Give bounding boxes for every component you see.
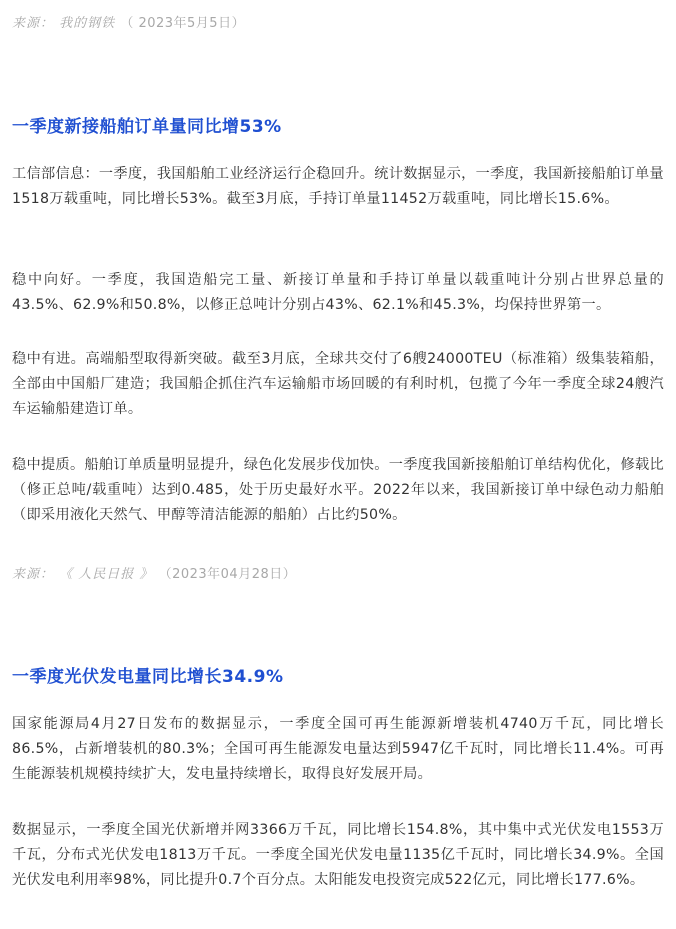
paragraph: 数据显示，一季度全国光伏新增并网3366万千瓦，同比增长154.8%，其中集中式光伏发电1553万千瓦，分布式光伏发电1813万千瓦。一季度全国光伏发电量1135亿千瓦时，同比增长34.9%。全国光伏发电利用率98%，同比提升0.7个百分点。太阳能发电投资完成522亿元，同比增长177.6%。 — [12, 822, 664, 888]
source-label: 来源： — [12, 567, 55, 582]
article-heading-2: 一季度光伏发电量同比增长34.9% — [12, 667, 284, 687]
source-line-1 — [12, 12, 245, 31]
paragraph: 稳中提质。船舶订单质量明显提升，绿色化发展步伐加快。一季度我国新接船舶订单结构优化，修载比（修正总吨/载重吨）达到0.485，处于历史最好水平。2022年以来，我国新接订单中绿色动力船舶（即采用液化天然气、甲醇等清洁能源的船舶）占比约50%。 — [12, 457, 664, 523]
paragraph: 国家能源局4月27日发布的数据显示，一季度全国可再生能源新增装机4740万千瓦，同比增长86.5%，占新增装机的80.3%；全国可再生能源发电量达到5947亿千瓦时，同比增长11.4%。可再生能源装机规模持续扩大，发电量持续增长，取得良好发展开局。 — [12, 716, 664, 782]
paragraph: 稳中有进。高端船型取得新突破。截至3月底，全球共交付了6艘24000TEU（标准箱）级集装箱船，全部由中国船厂建造；我国船企抓住汽车运输船市场回暖的有利时机，包揽了今年一季度全球24艘汽车运输船建造订单。 — [12, 351, 664, 417]
paragraph: 稳中向好。一季度，我国造船完工量、新接订单量和手持订单量以载重吨计分别占世界总量的43.5%、62.9%和50.8%，以修正总吨计分别占43%、62.1%和45.3%，均保持世界第一。 — [12, 272, 664, 313]
paragraph: 工信部信息：一季度，我国船舶工业经济运行企稳回升。统计数据显示，一季度，我国新接船舶订单量1518万载重吨，同比增长53%。截至3月底，手持订单量11452万载重吨，同比增长15.6%。 — [12, 166, 664, 207]
source-date: （ 2023年5月5日） — [120, 16, 246, 31]
source-name: 我的钢铁 — [59, 16, 116, 31]
article-heading-1: 一季度新接船舶订单量同比增53% — [12, 117, 282, 137]
source-name: 《 人民日报 》 — [59, 567, 154, 582]
source-date: （2023年04月28日） — [158, 567, 297, 582]
source-line-2 — [12, 563, 296, 582]
source-label: 来源： — [12, 16, 55, 31]
